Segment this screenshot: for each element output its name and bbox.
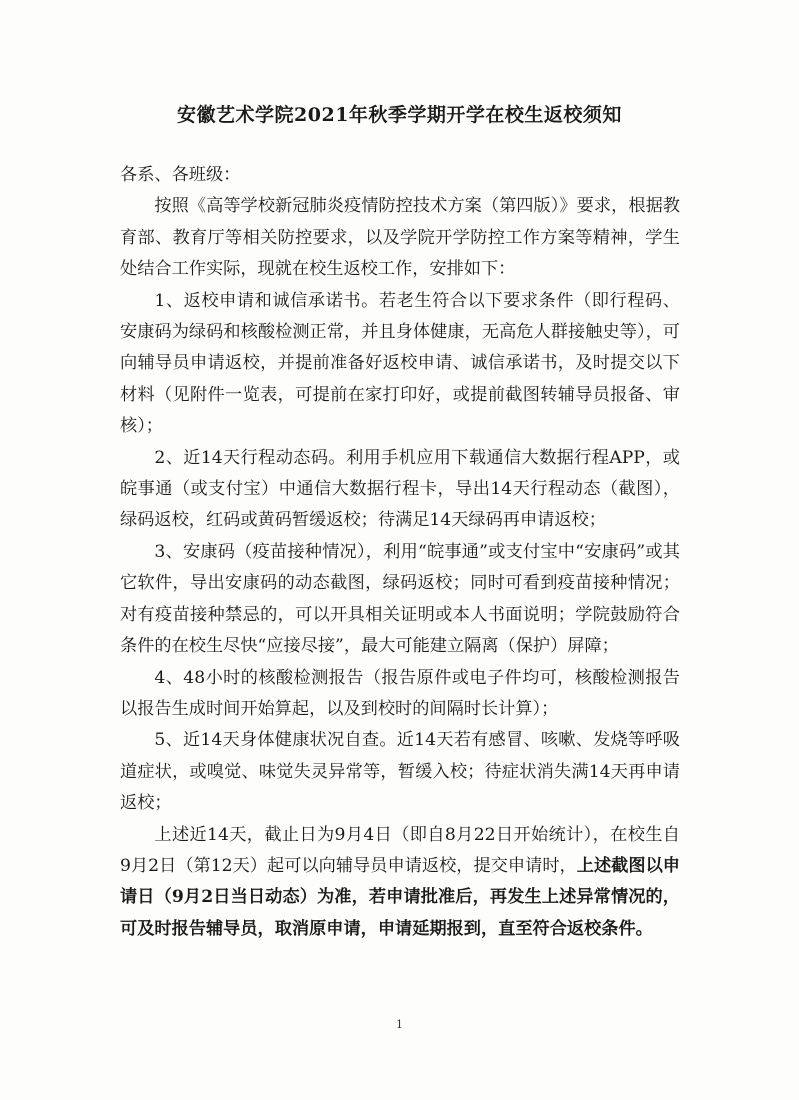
item-3: 3、安康码（疫苗接种情况），利用“皖事通”或支付宝中“安康码”或其它软件，导出安康码的动态截图，绿码返校；同时可看到疫苗接种情况；对有疫苗接种禁忌的，可以开具相关证明或本人书面说明；学院鼓励符合条件的在校生尽快“应接尽接”，最大可能建立隔离（保护）屏障；	[120, 541, 680, 657]
item-2: 2、近14天行程动态码。利用手机应用下载通信大数据行程APP，或皖事通（或支付宝）中通信大数据行程卡，导出14天行程动态（截图），绿码返校，红码或黄码暂缓返校；待满足14天绿码再申请返校；	[120, 447, 680, 531]
item-4: 4、48小时的核酸检测报告（报告原件或电子件均可，核酸检测报告以报告生成时间开始算起，以及到校时的间隔时长计算）；	[120, 667, 680, 719]
intro-paragraph: 按照《高等学校新冠肺炎疫情防控技术方案（第四版）》要求，根据教育部、教育厅等相关防控要求，以及学院开学防控工作方案等精神，学生处结合工作实际，现就在校生返校工作，安排如下：	[120, 196, 680, 280]
closing-normal-text: 上述近14天，截止日为9月4日（即自8月22日开始统计），在校生自9月2日（第12天）起可以向辅导员申请返校，提交申请时，	[120, 824, 680, 876]
closing-bold-text: 上述截图以申请日（9月2日当日动态）为准，若申请批准后，再发生上述异常情况的，可及时报告辅导员，取消原申请，申请延期报到，直至符合返校条件。	[120, 855, 680, 939]
page-number: 1	[396, 1018, 403, 1031]
document-title: 安徽艺术学院2021年秋季学期开学在校生返校须知	[177, 104, 622, 126]
item-1: 1、返校申请和诚信承诺书。若老生符合以下要求条件（即行程码、安康码为绿码和核酸检测正常，并且身体健康，无高危人群接触史等），可向辅导员申请返校，并提前准备好返校申请、诚信承诺书，及时提交以下材料（见附件一览表，可提前在家打印好，或提前截图转辅导员报备、审核）；	[120, 290, 680, 437]
closing-paragraph	[120, 820, 680, 946]
salutation: 各系、各班级：	[120, 165, 241, 185]
item-5: 5、近14天身体健康状况自查。近14天若有感冒、咳嗽、发烧等呼吸道症状，或嗅觉、味觉失灵异常等，暂缓入校；待症状消失满14天再申请返校；	[120, 730, 680, 814]
document-body	[120, 160, 680, 945]
